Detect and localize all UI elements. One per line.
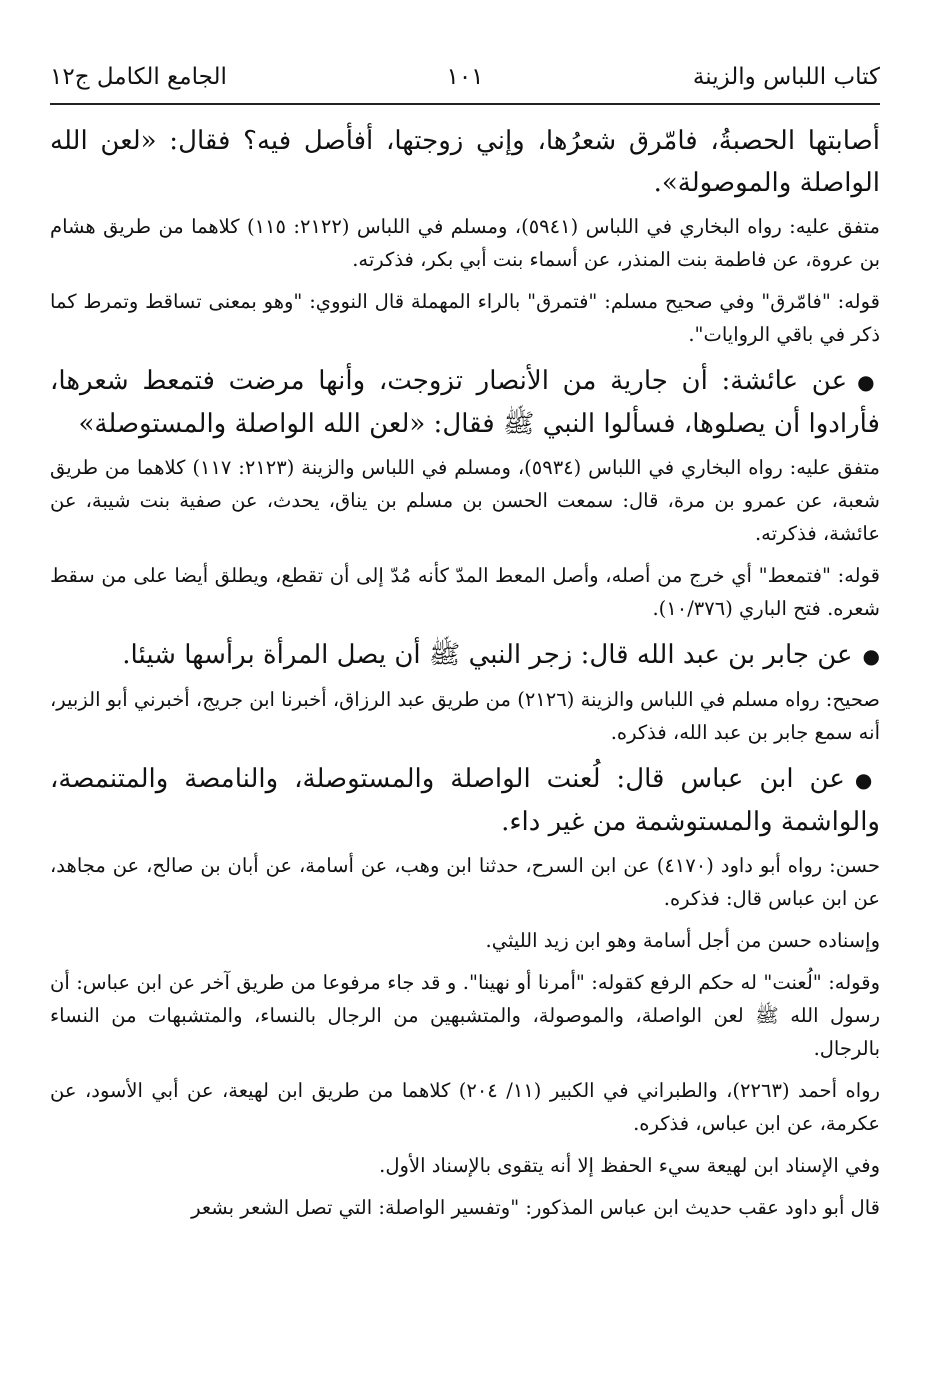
- commentary-paragraph: [50, 1191, 880, 1224]
- commentary-paragraph: [50, 210, 880, 276]
- commentary-paragraph: [50, 285, 880, 351]
- page-body: [50, 120, 880, 1233]
- paragraph-text: عن ابن عباس قال: لُعنت الواصلة والمستوصلة، والنامصة والمتنمصة، والواشمة والمستوشمة من غير داء.: [50, 764, 880, 837]
- bullet-icon: ●: [862, 644, 880, 668]
- book-title: الجامع الكامل ج١٢: [50, 64, 227, 90]
- hadith-paragraph: [50, 360, 880, 445]
- page-header: [50, 58, 880, 104]
- hadith-paragraph: [50, 120, 880, 204]
- commentary-paragraph: [50, 559, 880, 625]
- paragraph-text: عن جابر بن عبد الله قال: زجر النبي ﷺ أن يصل المرأة برأسها شيئا.: [122, 640, 853, 670]
- paragraph-text: قال أبو داود عقب حديث ابن عباس المذكور: "وتفسير الواصلة: التي تصل الشعر بشعر: [191, 1196, 880, 1219]
- paragraph-text: صحيح: رواه مسلم في اللباس والزينة (٢١٢٦) من طريق عبد الرزاق، أخبرنا ابن جريج، أخبرني أبو الزبير، أنه سمع جابر بن عبد الله، فذكره.: [50, 688, 880, 744]
- commentary-paragraph: [50, 1074, 880, 1140]
- paragraph-text: وفي الإسناد ابن لهيعة سيء الحفظ إلا أنه يتقوى بالإسناد الأول.: [379, 1154, 880, 1177]
- bullet-icon: ●: [854, 768, 880, 792]
- commentary-paragraph: [50, 849, 880, 915]
- commentary-paragraph: [50, 451, 880, 550]
- paragraph-text: متفق عليه: رواه البخاري في اللباس (٥٩٣٤)، ومسلم في اللباس والزينة (٢١٢٣: ١١٧) كلاهما من طريق شعبة، عن عمرو بن مرة، قال: سمعت الحسن بن مسلم بن يناق، يحدث، عن صفية بنت شيبة، عن عائشة، فذكرته.: [50, 456, 880, 545]
- page-number: ١٠١: [446, 64, 484, 90]
- paragraph-text: أصابتها الحصبةُ، فامّرق شعرُها، وإني زوجتها، أفأصل فيه؟ فقال: «لعن الله الواصلة والموصولة».: [50, 126, 880, 198]
- chapter-title: كتاب اللباس والزينة: [692, 64, 880, 90]
- header-rule: [50, 103, 880, 105]
- bullet-icon: ●: [857, 370, 880, 394]
- paragraph-text: عن عائشة: أن جارية من الأنصار تزوجت، وأنها مرضت فتمعط شعرها، فأرادوا أن يصلوها، فسألوا النبي ﷺ فقال: «لعن الله الواصلة والمستوصلة»: [50, 366, 880, 439]
- paragraph-text: رواه أحمد (٢٢٦٣)، والطبراني في الكبير (١١/ ٢٠٤) كلاهما من طريق ابن لهيعة، عن أبي الأسود، عن عكرمة، عن ابن عباس، فذكره.: [50, 1079, 880, 1135]
- paragraph-text: قوله: "فتمعط" أي خرج من أصله، وأصل المعط المدّ كأنه مُدّ إلى أن تقطع، ويطلق أيضا على من سقط شعره. فتح الباري (١٠/٣٧٦).: [50, 564, 880, 620]
- paragraph-text: قوله: "فامّرق" وفي صحيح مسلم: "فتمرق" بالراء المهملة قال النووي: "وهو بمعنى تساقط وتمرط كما ذكر في باقي الروايات".: [50, 290, 880, 346]
- hadith-paragraph: [50, 634, 880, 677]
- paragraph-text: وإسناده حسن من أجل أسامة وهو ابن زيد الليثي.: [485, 929, 880, 952]
- paragraph-text: وقوله: "لُعنت" له حكم الرفع كقوله: "أمرنا أو نهينا". و قد جاء مرفوعا من طريق آخر عن ابن عباس: أن رسول الله ﷺ لعن الواصلة، والموصولة، والمتشبهين من الرجال بالنساء، والمتشبهات من النساء بالرجال.: [50, 971, 880, 1060]
- paragraph-text: حسن: رواه أبو داود (٤١٧٠) عن ابن السرح، حدثنا ابن وهب، عن أسامة، عن أبان بن صالح، عن مجاهد، عن ابن عباس قال: فذكره.: [50, 854, 880, 910]
- commentary-paragraph: [50, 683, 880, 749]
- commentary-paragraph: [50, 966, 880, 1065]
- paragraph-text: متفق عليه: رواه البخاري في اللباس (٥٩٤١)، ومسلم في اللباس (٢١٢٢: ١١٥) كلاهما من طريق هشام بن عروة، عن فاطمة بنت المنذر، عن أسماء بنت أبي بكر، فذكرته.: [50, 215, 880, 271]
- hadith-paragraph: [50, 758, 880, 843]
- commentary-paragraph: [50, 924, 880, 957]
- commentary-paragraph: [50, 1149, 880, 1182]
